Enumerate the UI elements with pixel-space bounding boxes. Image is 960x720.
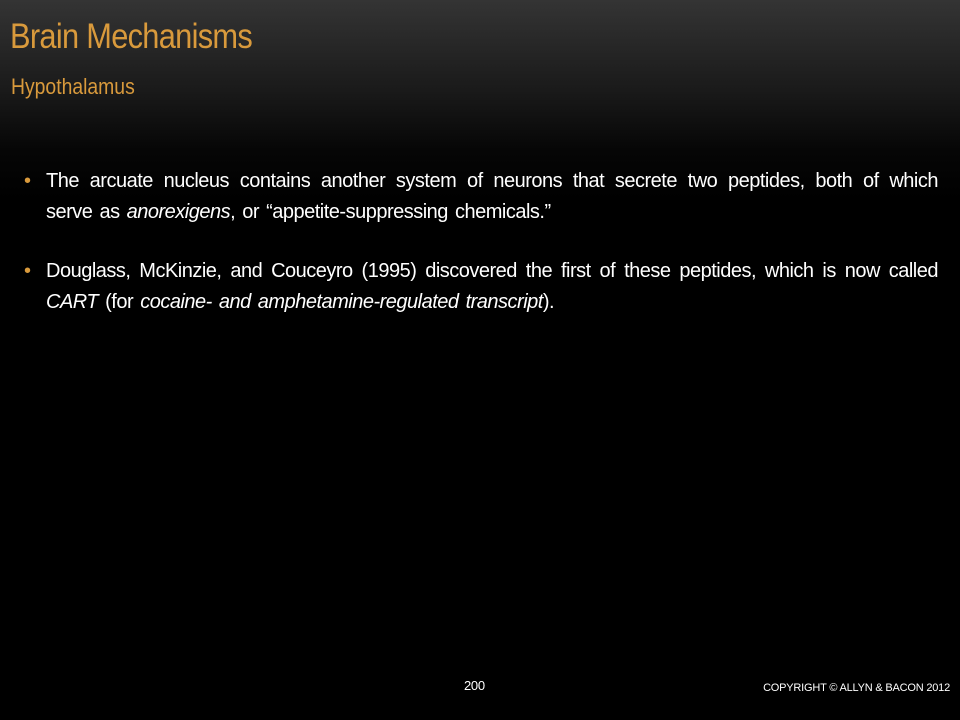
bullet-marker: • (24, 170, 32, 192)
bullet-item (22, 166, 938, 228)
bullet-text-segment: ). (542, 291, 555, 313)
bullet-text-italic-term: anorexigens (126, 201, 231, 223)
copyright-notice: COPYRIGHT © ALLYN & BACON 2012 (763, 682, 950, 694)
bullet-text-segment: The arcuate nucleus contains another system of neurons that secrete two peptides, both of which serve as (46, 170, 938, 223)
page-number: 200 (464, 678, 485, 693)
bullet-list (22, 166, 938, 346)
slide-title: Brain Mechanisms (10, 17, 253, 56)
slide-subtitle: Hypothalamus (11, 74, 135, 99)
bullet-text-segment: (for (98, 291, 141, 313)
bullet-text (46, 256, 938, 318)
bullet-text-italic-term: CART (46, 291, 99, 313)
bullet-text (46, 166, 938, 228)
bullet-item (22, 256, 938, 318)
bullet-text-segment: , or “appetite-suppressing chemicals.” (230, 201, 551, 223)
bullet-marker: • (24, 260, 32, 282)
bullet-text-segment: Douglass, McKinzie, and Couceyro (1995) discovered the first of these peptides, which is now called (46, 260, 938, 282)
bullet-text-italic-term: cocaine- and amphetamine-regulated transcript (140, 291, 543, 313)
